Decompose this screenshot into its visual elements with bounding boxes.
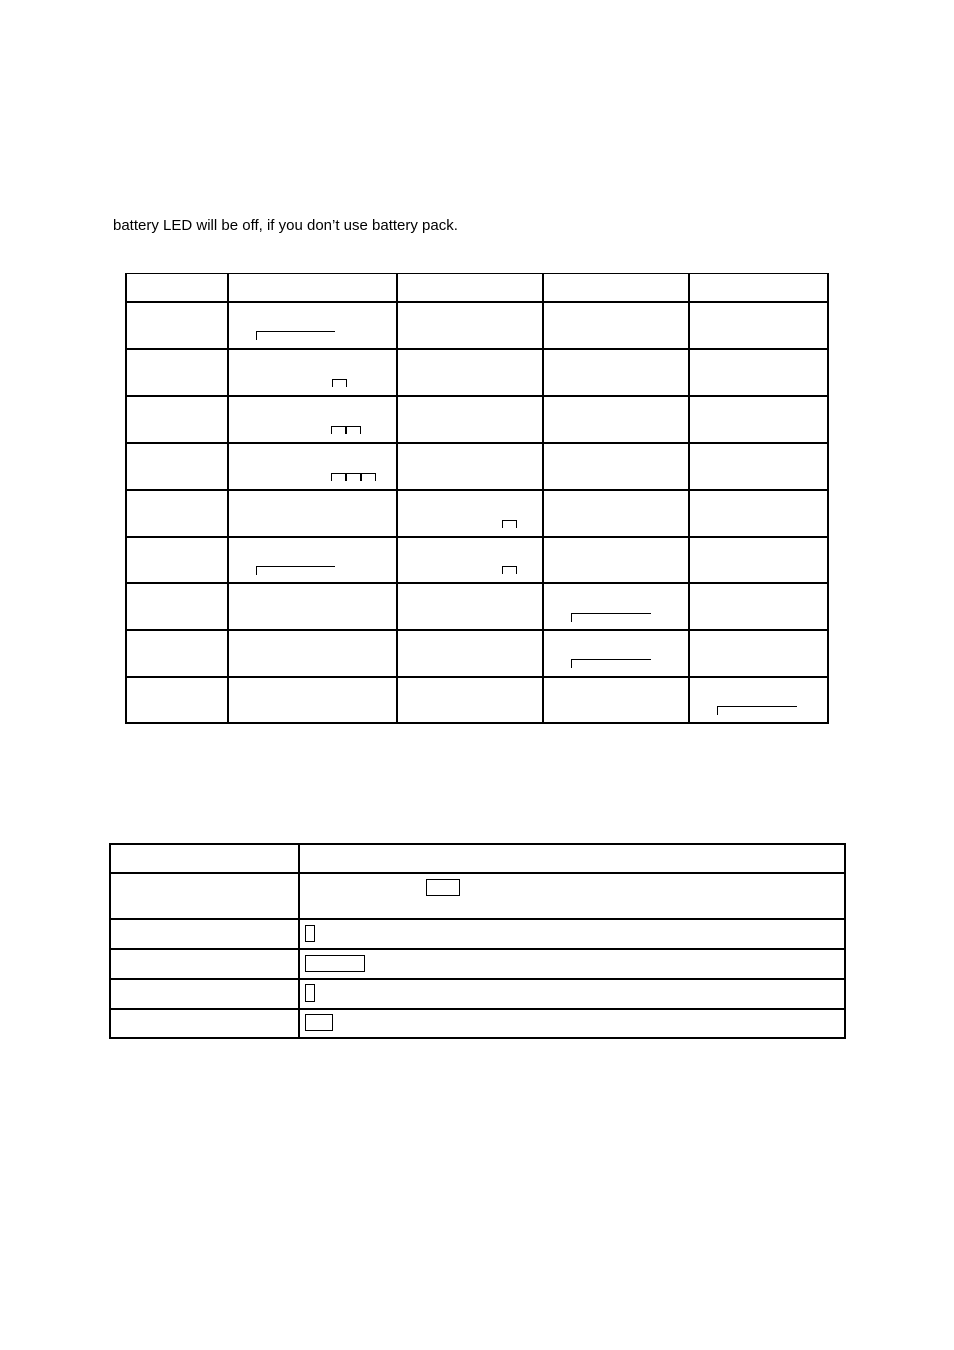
led-steady-indicator — [571, 613, 653, 623]
led-steady-indicator — [256, 566, 336, 576]
led-steady-indicator — [256, 331, 336, 341]
led-blink-3-indicator — [331, 473, 379, 482]
led-blink-1-indicator — [332, 379, 348, 388]
beep-medium-box — [305, 1014, 333, 1031]
led-steady-indicator — [717, 706, 799, 716]
beep-short-box — [305, 925, 315, 942]
beep-status-table — [0, 780, 954, 1060]
led-steady-indicator — [571, 659, 653, 669]
led-blink-2-indicator — [331, 426, 363, 435]
caption: battery LED will be off, if you don’t use battery pack. — [113, 217, 458, 234]
beep-short-box — [305, 984, 315, 1002]
beep-extra-long-box — [305, 955, 365, 972]
led-blink-1-indicator — [502, 566, 518, 575]
led-blink-1-indicator — [502, 520, 518, 529]
beep-long-box — [426, 879, 460, 896]
